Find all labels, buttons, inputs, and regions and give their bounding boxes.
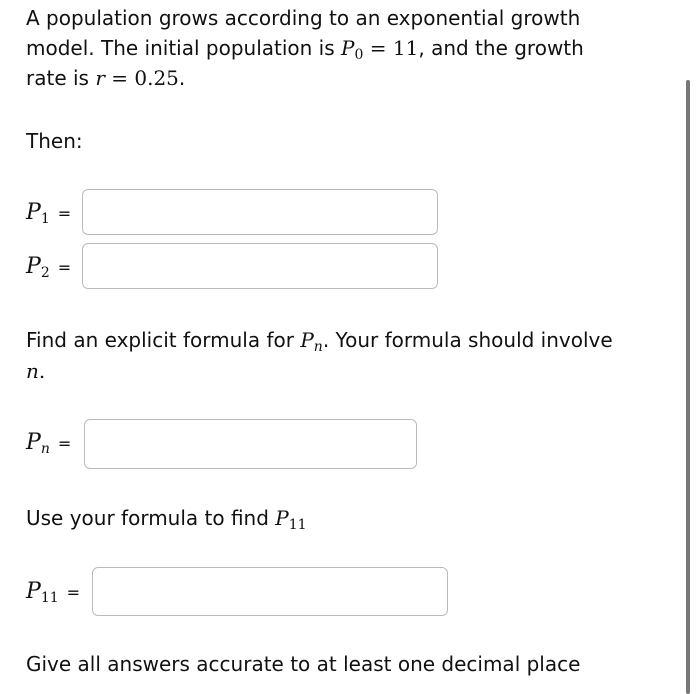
p0-value: 11	[392, 36, 419, 60]
text: n	[26, 359, 39, 383]
r-value: 0.25	[134, 66, 179, 90]
p1-input[interactable]	[82, 189, 438, 235]
text: =	[57, 434, 72, 453]
text: .	[178, 66, 186, 90]
text: =	[66, 583, 81, 602]
text: .	[38, 359, 46, 383]
text: P	[300, 328, 314, 352]
text: =	[363, 36, 393, 60]
text: 0	[354, 47, 364, 63]
scrollbar[interactable]	[686, 80, 690, 694]
p0-symbol	[341, 36, 364, 63]
find-line-2	[26, 356, 45, 386]
text: P	[26, 430, 41, 455]
then-label: Then:	[26, 129, 83, 153]
text: , and the growth	[418, 36, 584, 60]
p11-label	[26, 577, 80, 613]
text: 11	[40, 590, 59, 606]
text: =	[104, 66, 135, 90]
pn-symbol	[300, 328, 323, 355]
text: Find an explicit formula for	[26, 328, 301, 352]
intro-line-1: A population grows according to an exponential growth	[26, 6, 581, 30]
text: P	[26, 200, 41, 225]
text: 2	[40, 265, 50, 281]
text: =	[57, 204, 72, 223]
text: =	[57, 258, 72, 277]
text: 1	[40, 211, 50, 227]
p2-label	[26, 252, 71, 288]
text: P	[341, 36, 355, 60]
p1-label	[26, 198, 71, 234]
text: Use your formula to find	[26, 506, 276, 530]
intro-line-3	[26, 63, 185, 93]
text: rate is	[26, 66, 96, 90]
r-symbol: r	[95, 66, 105, 90]
find-line-1	[26, 325, 613, 362]
p2-input[interactable]	[82, 243, 438, 289]
use-line	[26, 503, 307, 540]
text: P	[26, 254, 41, 279]
p11-input[interactable]	[92, 567, 448, 616]
footer-note: Give all answers accurate to at least one decimal place	[26, 652, 581, 676]
text: n	[40, 441, 50, 457]
text: . Your formula should involve	[322, 328, 613, 352]
pn-label	[26, 428, 71, 464]
pn-input[interactable]	[84, 419, 417, 469]
text: P	[275, 506, 289, 530]
text: P	[26, 579, 41, 604]
text: n	[313, 339, 323, 355]
text: 11	[288, 517, 307, 533]
text: model. The initial population is	[26, 36, 342, 60]
